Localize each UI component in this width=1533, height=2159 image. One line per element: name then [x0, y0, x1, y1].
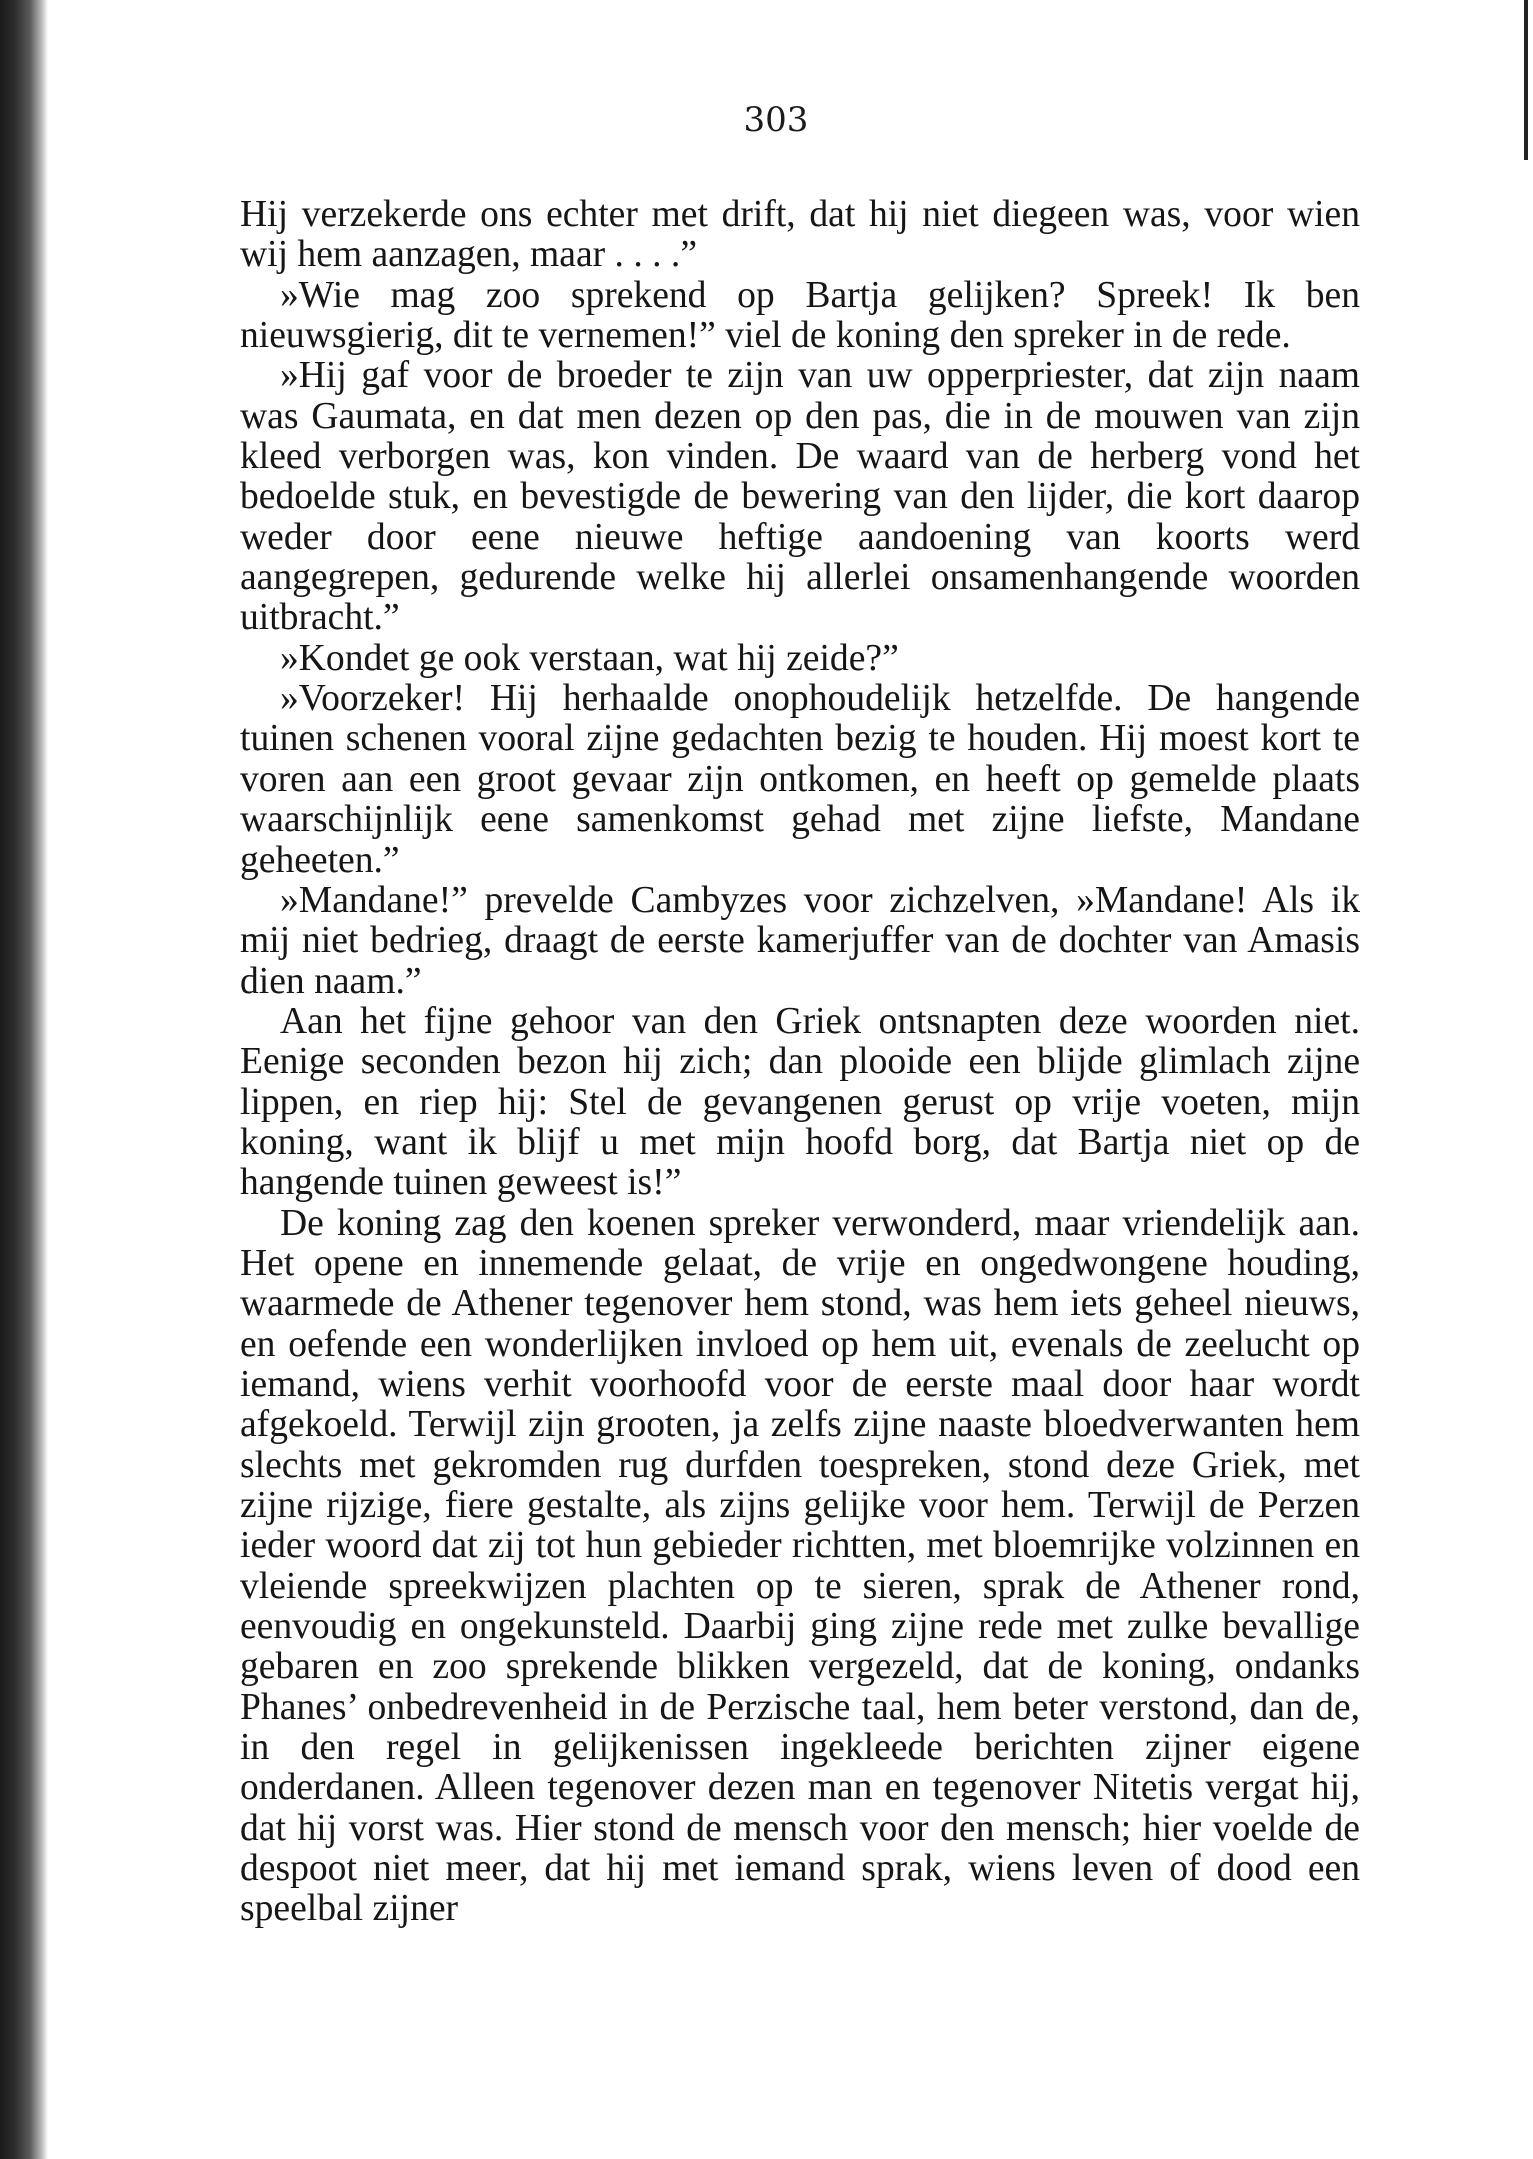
- page-number: 303: [743, 100, 809, 140]
- body-text: [240, 195, 1360, 1930]
- paragraph: »Voorzeker! Hij herhaalde onophoudelijk hetzelfde. De hangende tuinen schenen vooral zijne gedachten bezig te houden. Hij moest kort te voren aan een groot gevaar zijn ontkomen, en heeft op gemelde plaats waarschijnlijk eene samenkomst gehad met zijne liefste, Mandane geheeten.”: [240, 678, 1360, 881]
- paragraph: De koning zag den koenen spreker verwonderd, maar vriendelijk aan. Het opene en innemende gelaat, de vrije en ongedwongene houding, waarmede de Athener tegenover hem stond, was hem iets geheel nieuws, en oefende een wonderlijken invloed op hem uit, evenals de zeelucht op iemand, wiens verhit voorhoofd voor de eerste maal door haar wordt afgekoeld. Terwijl zijn grooten, ja zelfs zijne naaste bloedverwanten hem slechts met gekromden rug durfden toespreken, stond deze Griek, met zijne rijzige, fiere gestalte, als zijns gelijke voor hem. Terwijl de Perzen ieder woord dat zij tot hun gebieder richtten, met bloemrijke volzinnen en vleiende spreekwijzen plachten op te sieren, sprak de Athener rond, eenvoudig en ongekunsteld. Daarbij ging zijne rede met zulke bevallige gebaren en zoo sprekende blikken vergezeld, dat de koning, ondanks Phanes’ onbedrevenheid in de Perzische taal, hem beter verstond, dan de, in den regel in gelijkenissen ingekleede berichten zijner eigene onderdanen. Alleen tegenover dezen man en tegenover Nitetis vergat hij, dat hij vorst was. Hier stond de mensch voor den mensch; hier voelde de despoot niet meer, dat hij met iemand sprak, wiens leven of dood een speelbal zijner: [240, 1202, 1360, 1930]
- binding-shadow: [0, 0, 48, 2159]
- paragraph: »Hij gaf voor de broeder te zijn van uw opperpriester, dat zijn naam was Gaumata, en dat men dezen op den pas, die in de mouwen van zijn kleed verborgen was, kon vinden. De waard van de herberg vond het bedoelde stuk, en bevestigde de bewering van den lijder, die kort daarop weder door eene nieuwe heftige aandoening van koorts werd aangegrepen, gedurende welke hij allerlei onsamenhangende woorden uitbracht.”: [240, 355, 1360, 639]
- paragraph: »Wie mag zoo sprekend op Bartja gelijken? Spreek! Ik ben nieuwsgierig, dit te vernemen!” viel de koning den spreker in de rede.: [240, 274, 1360, 357]
- page-edge-mark: [1524, 0, 1528, 160]
- paragraph: »Mandane!” prevelde Cambyzes voor zichzelven, »Mandane! Als ik mij niet bedrieg, draagt de eerste kamerjuffer van de dochter van Amasis dien naam.”: [240, 879, 1360, 1002]
- paragraph: »Kondet ge ook verstaan, wat hij zeide?”: [280, 637, 899, 679]
- paragraph: Aan het fijne gehoor van den Griek ontsnapten deze woorden niet. Eenige seconden bezon hij zich; dan plooide een blijde glimlach zijne lippen, en riep hij: Stel de gevangenen gerust op vrije voeten, mijn koning, want ik blijf u met mijn hoofd borg, dat Bartja niet op de hangende tuinen geweest is!”: [240, 1000, 1360, 1204]
- paragraph: Hij verzekerde ons echter met drift, dat hij niet diegeen was, voor wien wij hem aanzagen, maar . . . .”: [240, 194, 1360, 276]
